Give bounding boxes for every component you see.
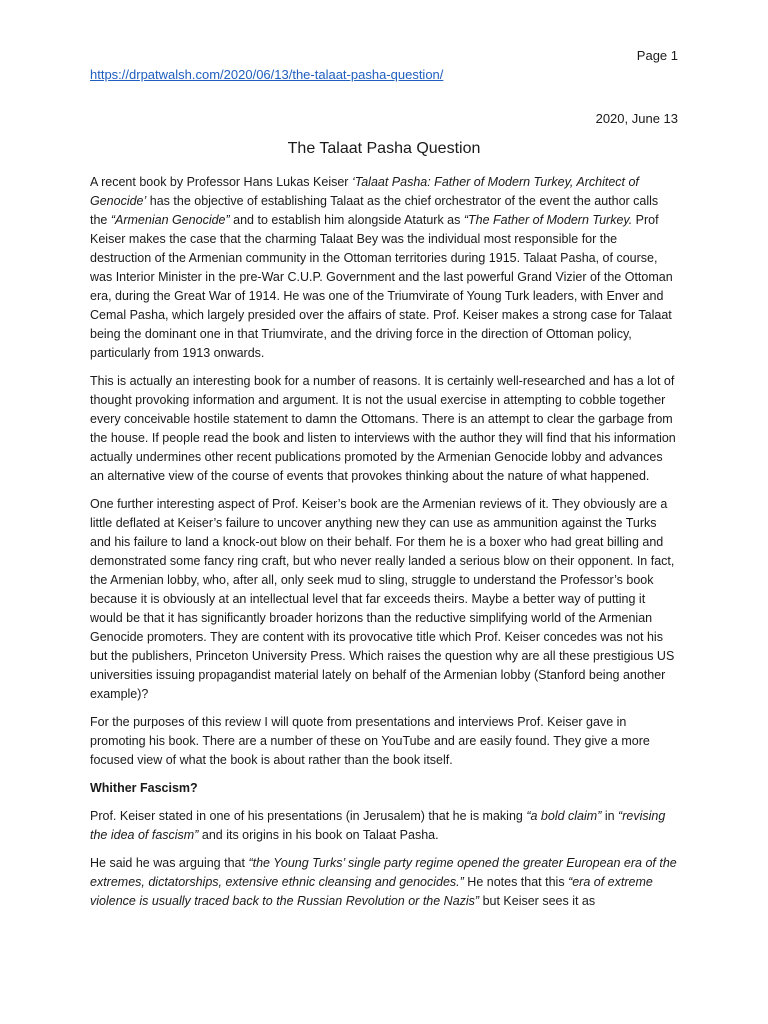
italic-quote: “a bold claim” [526, 809, 602, 823]
text-run: but Keiser sees it as [479, 894, 596, 908]
paragraph-5 [90, 807, 678, 845]
text-run: He notes that this [463, 875, 569, 889]
section-heading: Whither Fascism? [90, 781, 198, 795]
paragraph-2: This is actually an interesting book for a number of reasons. It is certainly well-researched and has a lot of thought provoking information and argument. It is not the usual exercise in attempting to cobble together every conceivable hostile statement to damn the Ottomans. There is an attempt to clear the garbage from the house. If people read the book and listen to interviews with the author they will find that his information actually undermines other recent publications promoted by the Armenian Genocide lobby and advances an alternative view of the course of events that provokes thinking about the nature of what happened. [90, 374, 676, 483]
italic-quote: “era of extreme violence is usually traced back to the Russian Revolution or the Nazis” [90, 875, 653, 908]
article-title: The Talaat Pasha Question [287, 140, 481, 157]
text-run: and to establish him alongside Ataturk as [229, 213, 464, 227]
italic-quote: ‘Talaat Pasha: Father of Modern Turkey, Architect of Genocide’ [90, 175, 639, 208]
article-body [90, 173, 678, 920]
italic-quote: “revising the idea of fascism” [90, 809, 666, 842]
text-run: Prof. Keiser stated in one of his presentations (in Jerusalem) that he is making [90, 809, 527, 823]
italic-quote: “The Father of Modern Turkey. [463, 213, 633, 227]
text-run: in [601, 809, 619, 823]
source-url-link[interactable]: https://drpatwalsh.com/2020/06/13/the-talaat-pasha-question/ [90, 67, 444, 82]
paragraph-6 [90, 854, 678, 911]
text-run: A recent book by Professor Hans Lukas Keiser [90, 175, 352, 189]
text-run: He said he was arguing that [90, 856, 249, 870]
paragraph-4: For the purposes of this review I will quote from presentations and interviews Prof. Keiser gave in promoting his book. There are a number of these on YouTube and are easily found. They give a more focused view of what the book is about rather than the book itself. [90, 715, 650, 767]
article-date: 2020, June 13 [595, 111, 678, 126]
text-run: Prof Keiser makes the case that the charming Talaat Bey was the individual most responsible for the destruction of the Armenian community in the Ottoman territories during 1915. Talaat Pasha, of course, was Interior Minister in the pre-War C.U.P. Government and the last powerful Grand Vizier of the Ottoman era, during the Great War of 1914. He was one of the Triumvirate of Young Turk leaders, with Enver and Cemal Pasha, which largely presided over the affairs of state. Prof. Keiser makes a strong case for Talaat being the dominant one in that Triumvirate, and the driving force in the direction of Ottoman policy, particularly from 1913 onwards. [90, 213, 673, 360]
text-run: and its origins in his book on Talaat Pasha. [198, 828, 439, 842]
paragraph-3: One further interesting aspect of Prof. Keiser’s book are the Armenian reviews of it. They obviously are a little deflated at Keiser’s failure to uncover anything new they can use as ammunition against the Turks and his failure to land a knock-out blow on their behalf. For them he is a boxer who had great billing and demonstrated some fancy ring craft, but who never really landed a serious blow on their opponent. In fact, the Armenian lobby, who, after all, only seek mud to sling, struggle to understand the Professor’s book because it is obviously at an intellectual level that far exceeds theirs. Maybe a better way of putting it would be that it has significantly broader horizons than the reductive simplifying world of the Armenian Genocide promoters. They are content with its provocative title which Prof. Keiser concedes was not his but the publishers, Princeton University Press. Which raises the question why are all these prestigious US universities issuing propagandist material lately on behalf of the Armenian lobby (Stanford being another example)? [90, 497, 675, 701]
paragraph-1 [90, 173, 678, 363]
italic-quote: “the Young Turks’ single party regime opened the greater European era of the extremes, dictatorships, extensive ethnic cleansing and genocides.” [90, 856, 677, 889]
text-run: has the objective of establishing Talaat as the chief orchestrator of the event the author calls the [90, 194, 659, 227]
italic-quote: “Armenian Genocide” [110, 213, 230, 227]
page-number: Page 1 [636, 48, 678, 63]
